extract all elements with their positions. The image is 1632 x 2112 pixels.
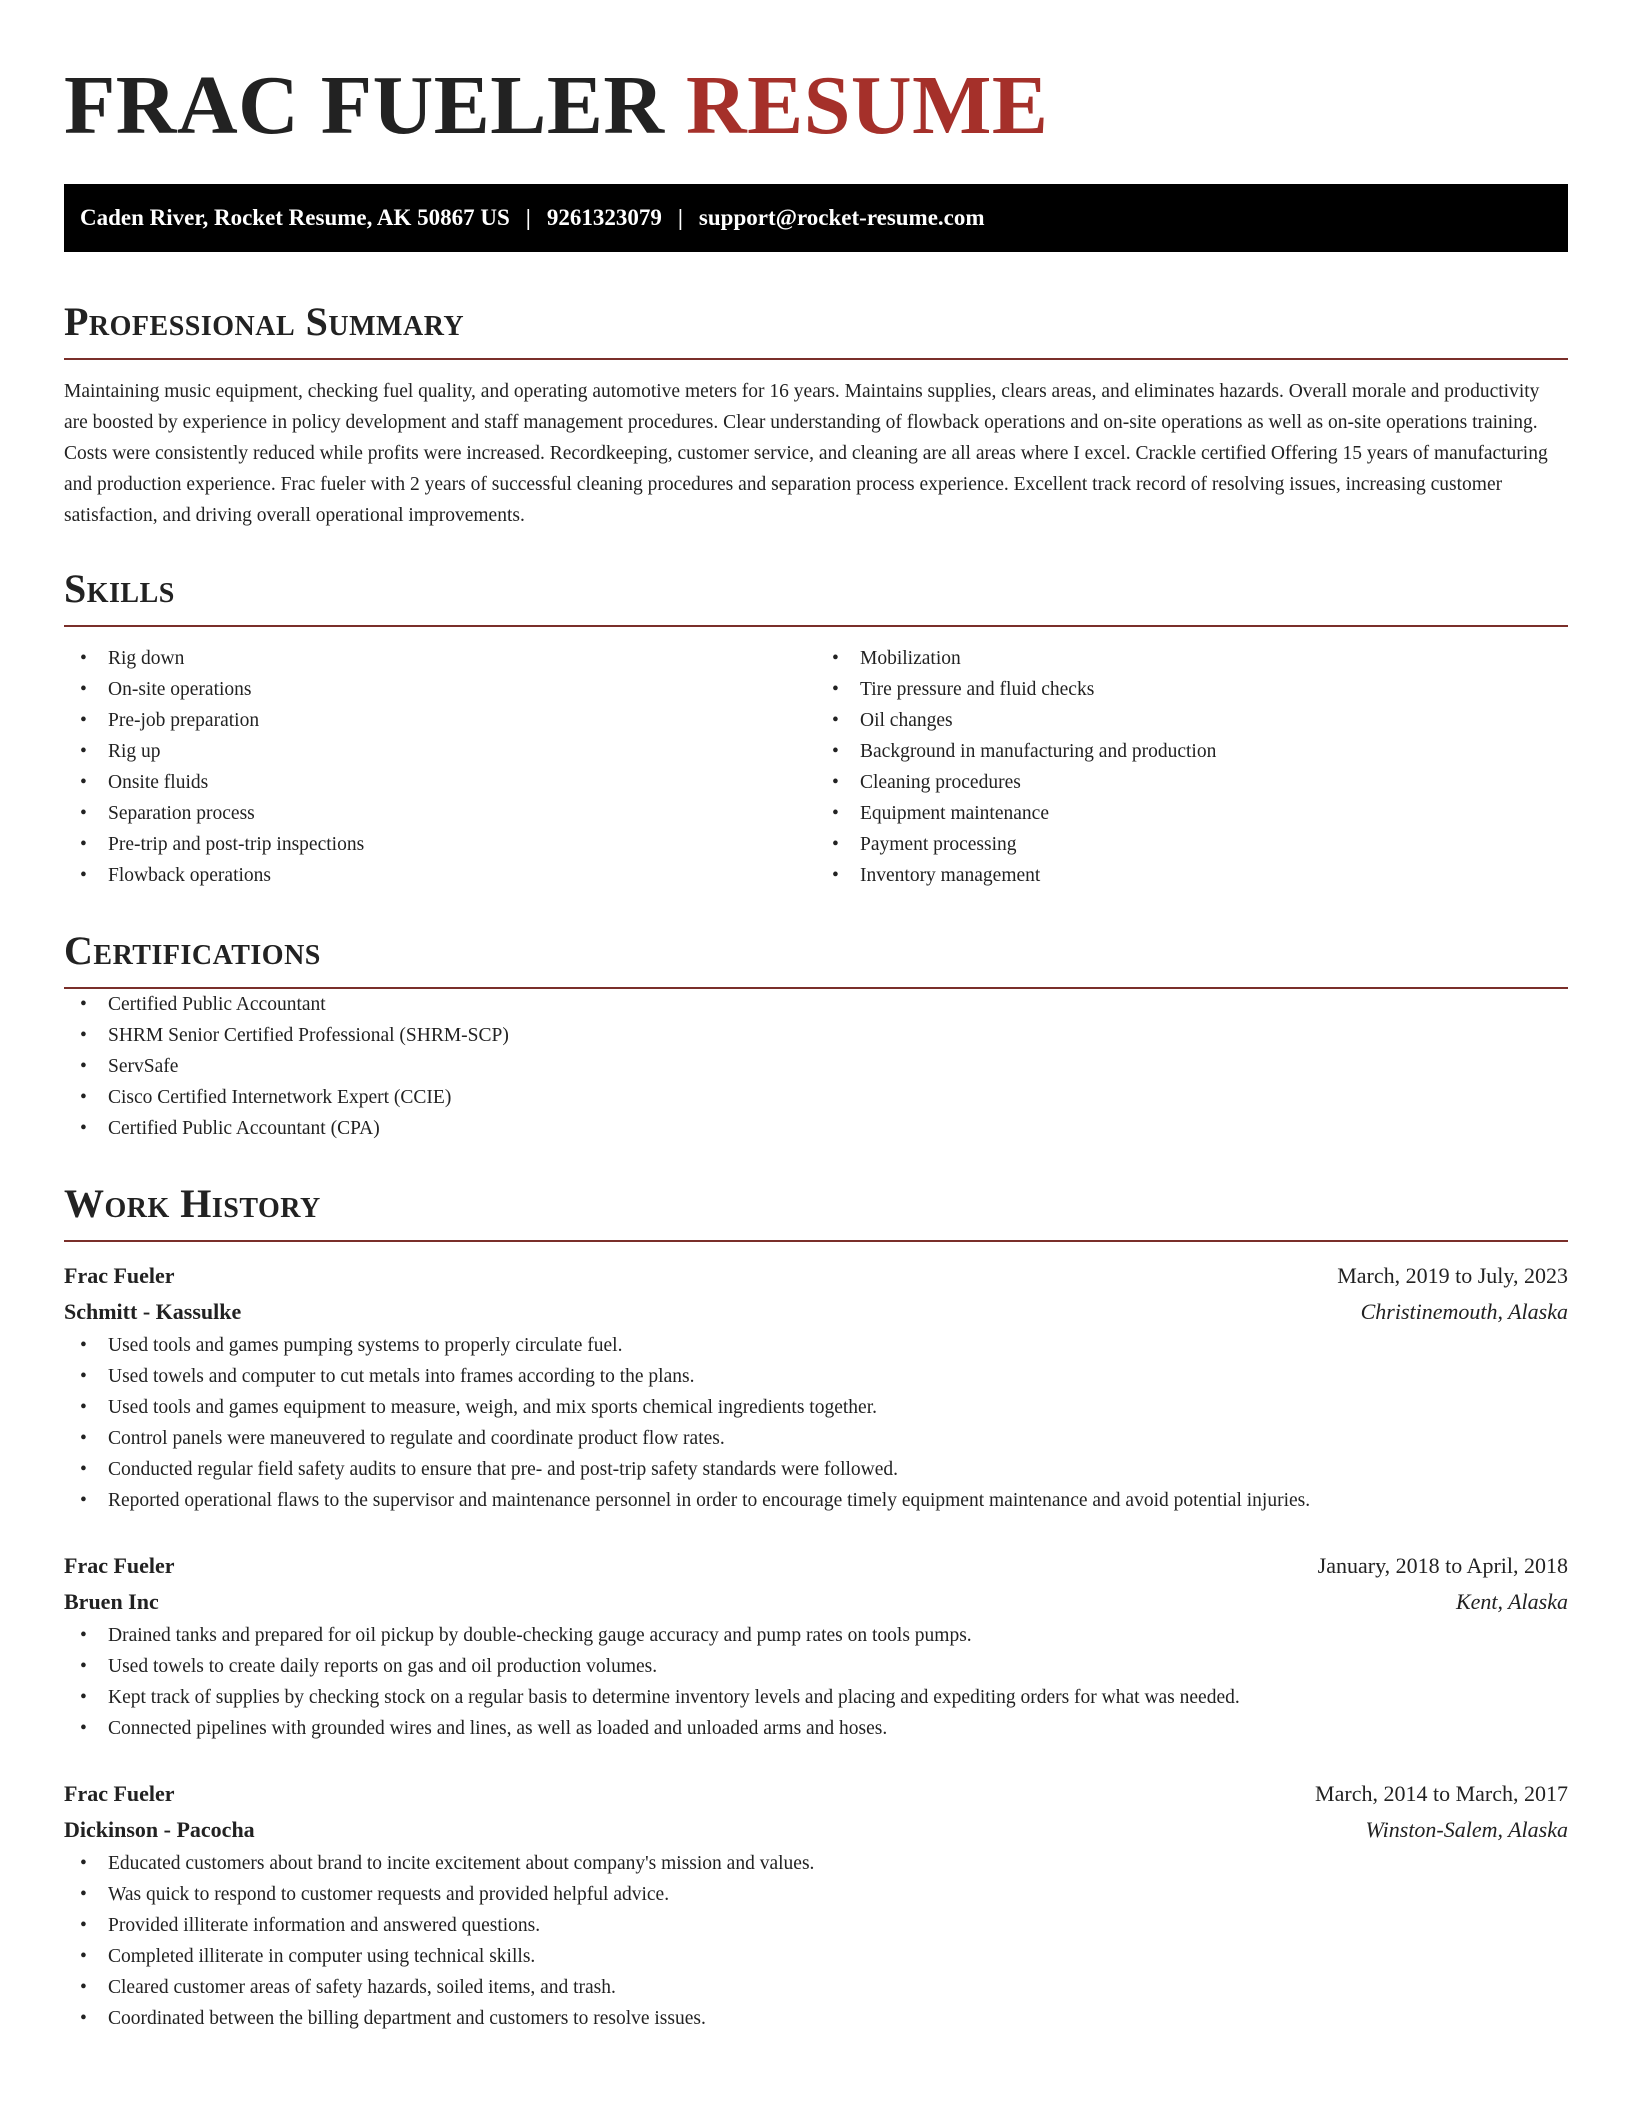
- job-bullet: • Completed illiterate in computer using technical skills.: [64, 1941, 1568, 1972]
- job-bullet: • Educated customers about brand to incite excitement about company's mission and values.: [64, 1848, 1568, 1879]
- job-dates: March, 2014 to March, 2017: [1315, 1781, 1568, 1806]
- job-bullet: • Kept track of supplies by checking stock on a regular basis to determine inventory levels and placing and expediting orders for what was needed.: [64, 1682, 1568, 1713]
- title-accent: RESUME: [686, 59, 1049, 152]
- job-company: Bruen Inc: [64, 1589, 159, 1614]
- skill-item: • Pre-trip and post-trip inspections: [64, 829, 816, 860]
- job-bullet: • Provided illiterate information and answered questions.: [64, 1910, 1568, 1941]
- skill-item: • On-site operations: [64, 674, 816, 705]
- skills-section: [64, 566, 1568, 891]
- skill-item: • Payment processing: [816, 829, 1568, 860]
- job-entry: [64, 1548, 1568, 1744]
- job-title: Frac Fueler: [64, 1781, 175, 1806]
- job-entry: [64, 1258, 1568, 1516]
- skill-item: • Cleaning procedures: [816, 767, 1568, 798]
- job-bullet: • Drained tanks and prepared for oil pickup by double-checking gauge accuracy and pump rates on tools pumps.: [64, 1620, 1568, 1651]
- certification-item: • Certified Public Accountant (CPA): [64, 1113, 1568, 1144]
- certifications-heading: Certifications: [64, 931, 1568, 989]
- skill-item: • Pre-job preparation: [64, 705, 816, 736]
- certification-item: • ServSafe: [64, 1051, 1568, 1082]
- job-bullets: [64, 1620, 1568, 1744]
- job-title: Frac Fueler: [64, 1263, 175, 1288]
- job-bullet: • Control panels were maneuvered to regulate and coordinate product flow rates.: [64, 1423, 1568, 1454]
- job-title: Frac Fueler: [64, 1553, 175, 1578]
- job-bullet: • Reported operational flaws to the supervisor and maintenance personnel in order to encourage timely equipment maintenance and avoid potential injuries.: [64, 1485, 1568, 1516]
- skill-item: • Equipment maintenance: [816, 798, 1568, 829]
- certifications-list: [64, 989, 1568, 1144]
- skills-left-column: [64, 643, 816, 891]
- job-location: Christinemouth, Alaska: [1360, 1299, 1568, 1324]
- skill-item: • Inventory management: [816, 860, 1568, 891]
- job-bullet: • Coordinated between the billing department and customers to resolve issues.: [64, 2003, 1568, 2034]
- skill-item: • Rig down: [64, 643, 816, 674]
- job-company-row: [64, 1584, 1568, 1620]
- job-bullet: • Used towels to create daily reports on gas and oil production volumes.: [64, 1651, 1568, 1682]
- resume-title: [64, 59, 1568, 152]
- job-location: Winston-Salem, Alaska: [1365, 1817, 1568, 1842]
- contact-address: Caden River, Rocket Resume, AK 50867 US: [80, 205, 510, 230]
- job-company: Schmitt - Kassulke: [64, 1299, 242, 1324]
- contact-separator: |: [525, 205, 531, 230]
- certification-item: • Cisco Certified Internetwork Expert (CCIE): [64, 1082, 1568, 1113]
- job-dates: January, 2018 to April, 2018: [1317, 1553, 1568, 1578]
- contact-email: support@rocket-resume.com: [698, 205, 985, 230]
- skill-item: • Rig up: [64, 736, 816, 767]
- job-company-row: [64, 1294, 1568, 1330]
- contact-bar: [64, 184, 1568, 252]
- skill-item: • Flowback operations: [64, 860, 816, 891]
- contact-separator: |: [677, 205, 683, 230]
- skill-item: • Oil changes: [816, 705, 1568, 736]
- title-main: FRAC FUELER: [64, 59, 665, 152]
- work-history-heading: Work History: [64, 1184, 1568, 1242]
- summary-text: Maintaining music equipment, checking fuel quality, and operating automotive meters for 16 years. Maintains supplies, clears areas, and eliminates hazards. Overall morale and productivity are boosted by experience in policy development and staff management procedures. Clear understanding of flowback operations and on-site operations as well as on-site operations training. Costs were consistently reduced while profits were increased. Recordkeeping, customer service, and cleaning are all areas where I excel. Crackle certified Offering 15 years of manufacturing and production experience. Frac fueler with 2 years of successful cleaning procedures and separation process experience. Excellent track record of resolving issues, increasing customer satisfaction, and driving overall operational improvements.: [64, 381, 1548, 526]
- job-bullet: • Was quick to respond to customer requests and provided helpful advice.: [64, 1879, 1568, 1910]
- job-company-row: [64, 1812, 1568, 1848]
- summary-section: [64, 299, 1568, 531]
- job-entry: [64, 1776, 1568, 2034]
- skills-grid: [64, 643, 1568, 891]
- job-bullet: • Connected pipelines with grounded wires and lines, as well as loaded and unloaded arms and hoses.: [64, 1713, 1568, 1744]
- work-history-section: [64, 1181, 1568, 2034]
- certification-item: • SHRM Senior Certified Professional (SHRM-SCP): [64, 1020, 1568, 1051]
- skill-item: • Tire pressure and fluid checks: [816, 674, 1568, 705]
- job-bullet: • Used tools and games equipment to measure, weigh, and mix sports chemical ingredients together.: [64, 1392, 1568, 1423]
- certification-item: • Certified Public Accountant: [64, 989, 1568, 1020]
- job-bullet: • Used tools and games pumping systems to properly circulate fuel.: [64, 1330, 1568, 1361]
- job-bullets: [64, 1330, 1568, 1516]
- job-header-row: [64, 1548, 1568, 1584]
- job-bullet: • Conducted regular field safety audits to ensure that pre- and post-trip safety standards were followed.: [64, 1454, 1568, 1485]
- certifications-section: [64, 928, 1568, 1144]
- contact-phone: 9261323079: [546, 205, 662, 230]
- skills-heading: Skills: [64, 569, 1568, 627]
- skill-item: • Background in manufacturing and production: [816, 736, 1568, 767]
- skill-item: • Separation process: [64, 798, 816, 829]
- skill-item: • Mobilization: [816, 643, 1568, 674]
- job-dates: March, 2019 to July, 2023: [1337, 1263, 1568, 1288]
- skill-item: • Onsite fluids: [64, 767, 816, 798]
- job-company: Dickinson - Pacocha: [64, 1817, 255, 1842]
- job-bullet: • Used towels and computer to cut metals into frames according to the plans.: [64, 1361, 1568, 1392]
- summary-heading: Professional Summary: [64, 302, 1568, 360]
- job-header-row: [64, 1776, 1568, 1812]
- job-bullet: • Cleared customer areas of safety hazards, soiled items, and trash.: [64, 1972, 1568, 2003]
- job-header-row: [64, 1258, 1568, 1294]
- job-bullets: [64, 1848, 1568, 2034]
- job-location: Kent, Alaska: [1455, 1589, 1568, 1614]
- skills-right-column: [816, 643, 1568, 891]
